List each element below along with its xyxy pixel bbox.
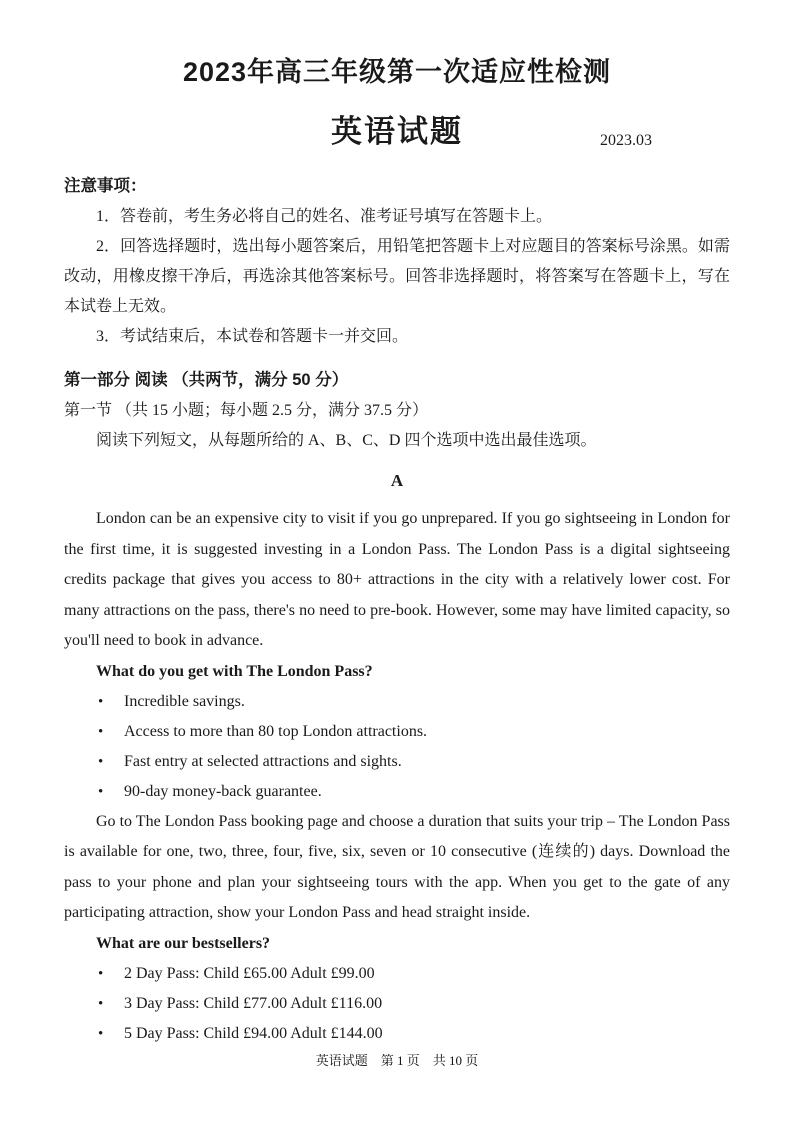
notice-item-1: 1．答卷前，考生务必将自己的姓名、准考证号填写在答题卡上。 <box>96 208 553 225</box>
list-item: • 3 Day Pass: Child £77.00 Adult £116.00 <box>96 989 730 1019</box>
subject-title: 英语试题 <box>331 114 463 149</box>
footer-text: 英语试题 第 1 页 共 10 页 <box>315 1053 479 1068</box>
part-heading: 第一部分 阅读 （共两节，满分 50 分） <box>64 371 349 389</box>
notice-item-3: 3．考试结束后，本试卷和答题卡一并交回。 <box>96 328 409 345</box>
list-item: • Access to more than 80 top London attractions. <box>96 717 730 747</box>
subsection-heading: 第一节 （共 15 小题；每小题 2.5 分，满分 37.5 分） <box>64 402 429 419</box>
passage-question-heading-1: What do you get with The London Pass? <box>96 662 373 680</box>
benefits-list <box>96 687 730 807</box>
notice-heading: 注意事项： <box>64 177 147 195</box>
passage-paragraph-2: Go to The London Pass booking page and choose a duration that suits your trip – The London Pass is available for one, two, three, four, five, six, seven or 10 consecutive (连续的) days. Download the pass to your phone and plan your sightseeing tours with the app. When you get to the gate of any participating attraction, show your London Pass and head straight inside. <box>64 812 730 921</box>
bestsellers-list <box>96 959 730 1049</box>
notice-item-2: 2．回答选择题时，选出每小题答案后，用铅笔把答题卡上对应题目的答案标号涂黑。如需改动，用橡皮擦干净后，再选涂其他答案标号。回答非选择题时，将答案写在答题卡上，写在本试卷上无效。 <box>64 238 730 315</box>
list-item: • 90-day money-back guarantee. <box>96 777 730 807</box>
page-footer <box>0 1050 794 1069</box>
section-instruction: 阅读下列短文，从每题所给的 A、B、C、D 四个选项中选出最佳选项。 <box>96 432 597 449</box>
list-item: • Fast entry at selected attractions and sights. <box>96 747 730 777</box>
exam-date: 2023.03 <box>600 132 652 149</box>
passage-label: A <box>390 471 404 490</box>
list-item: • 2 Day Pass: Child £65.00 Adult £99.00 <box>96 959 730 989</box>
subject-row <box>64 108 730 156</box>
passage-paragraph-1: London can be an expensive city to visit if you go unprepared. If you go sightseeing in London for the first time, it is suggested investing in a London Pass. The London Pass is a digital sightseeing credits package that gives you access to 80+ attractions in the city with a relatively lower cost. For many attractions on the pass, there's no need to pre-book. However, some may have limited capacity, so you'll need to book in advance. <box>64 510 730 649</box>
exam-title: 2023年高三年级第一次适应性检测 <box>182 57 612 87</box>
list-item: • Incredible savings. <box>96 687 730 717</box>
list-item: • 5 Day Pass: Child £94.00 Adult £144.00 <box>96 1019 730 1049</box>
notice-section <box>64 170 730 352</box>
passage-question-heading-2: What are our bestsellers? <box>96 934 271 952</box>
